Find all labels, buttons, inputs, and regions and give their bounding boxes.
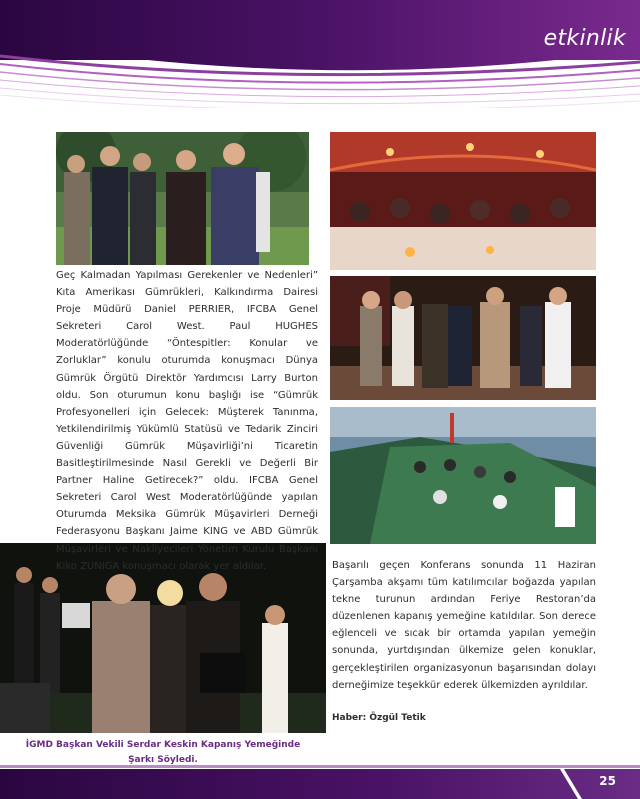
section-title: etkinlik xyxy=(543,26,626,51)
photo-garden-reception xyxy=(56,132,309,265)
photo-dinner-hall xyxy=(330,132,596,270)
photo-boat-tour xyxy=(330,407,596,544)
article-text-left: Geç Kalmadan Yapılması Gerekenler ve Nedenleri” Kıta Amerikası Gümrükleri, Kalkındırma Dairesi Proje Müdürü Daniel PERRIER, IFCBA Genel Sekreteri Carol West. Paul HUGHES Moderatörlüğünde “Öntespitler: Konular ve Zorluklar” konulu oturumda konuşmacı Dünya Gümrük Örgütü Direktör Yardımcısı Larry Burton oldu. Son oturumun konu başlığı ise “Gümrük Profesyonelleri için Gelecek: Müşterek Tanınma, Yetkilendirilmiş Yükümlü Statüsü ve Tedarik Zinciri Güvenliği Gümrük Müşavirliği’ni Ticaretin Basitleştirilmesinde Nasıl Gerekli ve Değerli Bir Partner Haline Getirecek?” oldu. IFCBA Genel Sekreteri Carol West Moderatörlüğünde yapılan Oturumda Meksika Gümrük Müşavirleri Derneği Federasyonu Başkanı Jaime KING ve ABD Gümrük Müşavirleri ve Nakliyecileri Yönetim Kurulu Başkanı Kiko ZUNIGA konuşmacı olarak yer aldılar. xyxy=(56,270,318,572)
photo-dancing xyxy=(330,276,596,400)
photo-caption-line-2: Şarkı Söyledi. xyxy=(128,755,198,765)
page-footer xyxy=(0,765,640,799)
article-text-right: Başarılı geçen Konferans sonunda 11 Haziran Çarşamba akşamı tüm katılımcılar boğazda yapılan tekne turunun ardından Feriye Restoran’da düzenlenen kapanış yemeğine katıldılar. Son derece eğlenceli ve sıcak bir ortamda yapılan yemeğin sonunda, yurtdışından ülkemize gelen konuklar, gerçekleştirilen organizasyonun başarısından dolayı derneğimize teşekkür ederek ülkemizden ayrıldılar. xyxy=(332,560,596,691)
photo-caption xyxy=(4,738,322,768)
header-swoosh-graphic xyxy=(0,0,640,108)
page-header xyxy=(0,0,640,108)
footer-band-graphic xyxy=(0,765,640,799)
page-number: 25 xyxy=(599,774,616,788)
photo-caption-line-1: İGMD Başkan Vekili Serdar Keskin Kapanış Yemeğinde xyxy=(25,740,301,750)
author-credit: Haber: Özgül Tetik xyxy=(332,713,426,723)
